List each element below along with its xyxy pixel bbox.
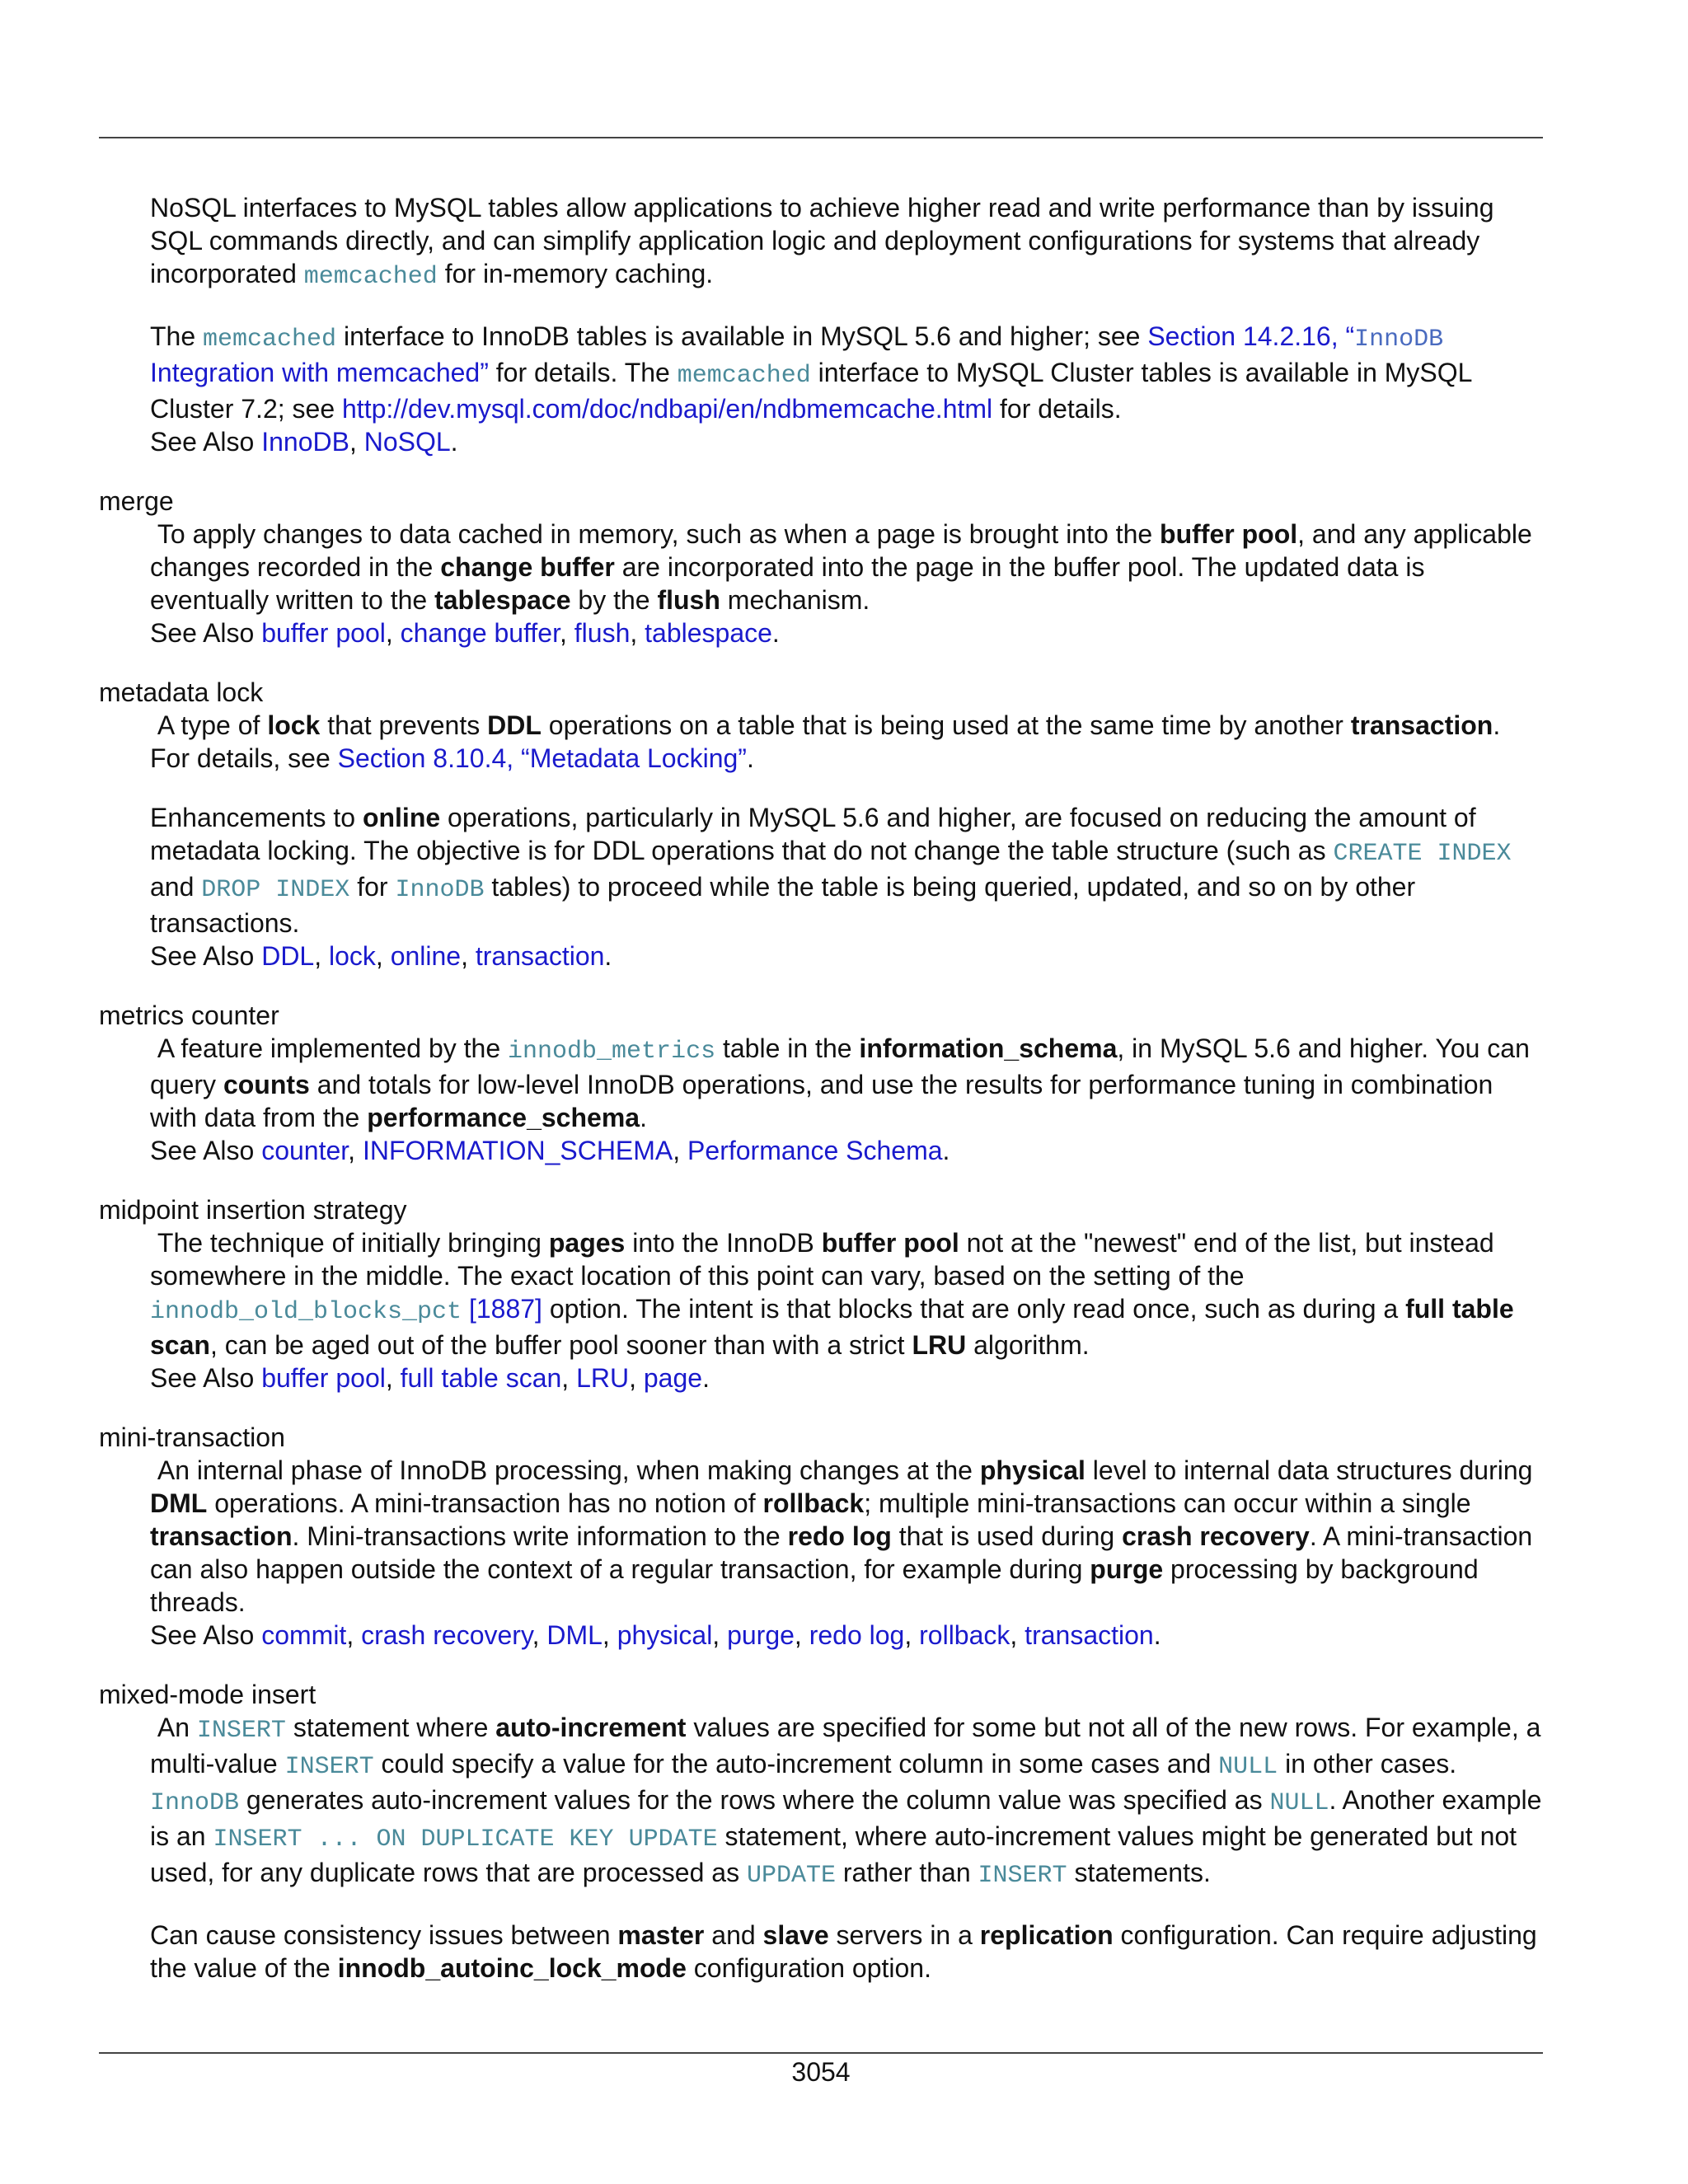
section-link-metadata-locking[interactable]: Section 8.10.4, “Metadata Locking” bbox=[337, 743, 747, 773]
see-also: See Also commit, crash recovery, DML, physical, purge, redo log, rollback, transaction. bbox=[150, 1620, 1161, 1650]
page-number: 3054 bbox=[791, 2057, 851, 2087]
see-also: See Also counter, INFORMATION_SCHEMA, Performance Schema. bbox=[150, 1136, 950, 1165]
glossary-entry-metadata-lock bbox=[99, 676, 1543, 972]
definition-paragraph: A type of lock that prevents DDL operations on a table that is being used at the same time by another transaction. For details, see Section 8.10.4, “Metadata Locking”. bbox=[150, 710, 1501, 773]
code-memcached: memcached bbox=[677, 362, 811, 390]
code-insert-on-duplicate: INSERT ... ON DUPLICATE KEY UPDATE bbox=[213, 1825, 718, 1854]
see-also-link[interactable]: buffer pool bbox=[261, 1363, 386, 1393]
page-ref-link[interactable]: [1887] bbox=[468, 1294, 542, 1324]
definition bbox=[150, 1454, 1543, 1652]
see-also-link[interactable]: DML bbox=[546, 1620, 603, 1650]
definition-paragraph: The technique of initially bringing pages into the InnoDB buffer pool not at the "newest" end of the list, but instead somewhere in the middle. The exact location of this point can vary, based on the setting of the innodb_old_blocks_pct [1887] option. The intent is that blocks that are only read once, such as during a full table scan, can be aged out of the buffer pool sooner than with a strict LRU algorithm. bbox=[150, 1228, 1514, 1360]
term-merge: merge bbox=[99, 486, 174, 516]
see-also: See Also InnoDB, NoSQL. bbox=[150, 427, 458, 457]
intro-paragraph-2 bbox=[150, 320, 1543, 425]
code-innodb-metrics: innodb_metrics bbox=[508, 1038, 716, 1066]
see-also-link[interactable]: Performance Schema bbox=[687, 1136, 943, 1165]
definition-paragraph: An internal phase of InnoDB processing, when making changes at the physical level to internal data structures during DML operations. A mini-transaction has no notion of rollback; multiple mini-transactions can occur within a single transaction. Mini-transactions write information to the redo log that is used during crash recovery. A mini-transaction can also happen outside the context of a regular transaction, for example during purge processing by background threads. bbox=[150, 1455, 1533, 1617]
code-innodb: InnoDB bbox=[150, 1789, 240, 1817]
see-also: See Also buffer pool, full table scan, LRU, page. bbox=[150, 1363, 710, 1393]
see-also-link[interactable]: full table scan bbox=[400, 1363, 562, 1393]
code-insert: INSERT bbox=[978, 1862, 1067, 1890]
glossary-entry-midpoint-insertion-strategy bbox=[99, 1193, 1543, 1394]
definition-paragraph: Can cause consistency issues between master and slave servers in a replication configuration. Can require adjusting the value of the innodb_autoinc_lock_mode configuration option. bbox=[150, 1920, 1537, 1983]
text: NoSQL interfaces to MySQL tables allow applications to achieve higher read and write performance than by issuing SQL commands directly, and can simplify application logic and deployment configurations for systems that already incorporated bbox=[150, 193, 1494, 288]
term-mini-transaction: mini-transaction bbox=[99, 1422, 285, 1452]
see-also-link[interactable]: LRU bbox=[576, 1363, 630, 1393]
see-also-link[interactable]: physical bbox=[617, 1620, 713, 1650]
see-also-link[interactable]: crash recovery bbox=[361, 1620, 532, 1650]
code-update: UPDATE bbox=[746, 1862, 836, 1890]
definition-paragraph: To apply changes to data cached in memory, such as when a page is brought into the buffer pool, and any applicable changes recorded in the change buffer are incorporated into the page in the buffer pool. The updated data is eventually written to the tablespace by the flush mechanism. bbox=[150, 519, 1532, 615]
intro-paragraph-1 bbox=[150, 191, 1543, 293]
code-null: NULL bbox=[1218, 1753, 1278, 1781]
code-create-index: CREATE INDEX bbox=[1333, 840, 1512, 868]
term-metrics-counter: metrics counter bbox=[99, 1001, 279, 1030]
term-midpoint-insertion-strategy: midpoint insertion strategy bbox=[99, 1195, 407, 1225]
definition-paragraph: Enhancements to online operations, particularly in MySQL 5.6 and higher, are focused on reducing the amount of metadata locking. The objective is for DDL operations that do not change the table structure (such as CREATE INDEX and DROP INDEX for InnoDB tables) to proceed while the table is being queried, updated, and so on by other transactions. bbox=[150, 803, 1512, 938]
glossary-entry-mini-transaction bbox=[99, 1421, 1543, 1652]
see-also-link[interactable]: purge bbox=[727, 1620, 795, 1650]
see-also-link[interactable]: rollback bbox=[919, 1620, 1010, 1650]
glossary-entry-mixed-mode-insert bbox=[99, 1678, 1543, 1985]
section-link-innodb-memcached[interactable]: Section 14.2.16, “InnoDB Integration with memcached” bbox=[150, 321, 1444, 387]
see-also-link[interactable]: online bbox=[390, 941, 462, 971]
definition bbox=[150, 1032, 1543, 1167]
text: for in-memory caching. bbox=[437, 259, 714, 288]
glossary-content bbox=[99, 191, 1543, 1985]
text: interface to MySQL Cluster tables is available in MySQL Cluster 7.2; see bbox=[150, 358, 1472, 424]
see-also-link[interactable]: commit bbox=[261, 1620, 347, 1650]
see-also-link[interactable]: transaction bbox=[1025, 1620, 1154, 1650]
text: The bbox=[150, 321, 204, 351]
code-drop-index: DROP INDEX bbox=[201, 876, 350, 904]
see-also-link[interactable]: transaction bbox=[475, 941, 605, 971]
see-also: See Also DDL, lock, online, transaction. bbox=[150, 941, 612, 971]
code-innodb: InnoDB bbox=[395, 876, 485, 904]
code-null: NULL bbox=[1269, 1789, 1329, 1817]
text: interface to InnoDB tables is available in MySQL 5.6 and higher; see bbox=[336, 321, 1148, 351]
url-link-ndbmemcache[interactable]: http://dev.mysql.com/doc/ndbapi/en/ndbmemcache.html bbox=[342, 394, 993, 424]
see-also-link[interactable]: flush bbox=[574, 618, 631, 648]
glossary-entry-merge bbox=[99, 485, 1543, 649]
definition bbox=[150, 709, 1543, 972]
footer-rule bbox=[99, 2052, 1543, 2054]
intro-definition bbox=[150, 191, 1543, 458]
see-also-link[interactable]: counter bbox=[261, 1136, 349, 1165]
term-metadata-lock: metadata lock bbox=[99, 677, 264, 707]
code-memcached: memcached bbox=[203, 326, 337, 354]
see-also-link[interactable]: InnoDB bbox=[261, 427, 349, 457]
see-also-link[interactable]: buffer pool bbox=[261, 618, 386, 648]
glossary-entry-metrics-counter bbox=[99, 999, 1543, 1167]
code-memcached: memcached bbox=[303, 263, 438, 291]
definition bbox=[150, 1226, 1543, 1394]
header-rule bbox=[99, 137, 1543, 138]
see-also-link[interactable]: redo log bbox=[809, 1620, 905, 1650]
see-also-link[interactable]: DDL bbox=[261, 941, 315, 971]
see-also-link[interactable]: tablespace bbox=[645, 618, 772, 648]
definition bbox=[150, 1711, 1543, 1985]
code-insert: INSERT bbox=[284, 1753, 374, 1781]
see-also-link[interactable]: change buffer bbox=[400, 618, 560, 648]
see-also-link[interactable]: NoSQL bbox=[363, 427, 451, 457]
see-also-link[interactable]: lock bbox=[329, 941, 376, 971]
code-insert: INSERT bbox=[196, 1717, 286, 1745]
definition bbox=[150, 518, 1543, 649]
term-mixed-mode-insert: mixed-mode insert bbox=[99, 1680, 316, 1709]
see-also: See Also buffer pool, change buffer, flush, tablespace. bbox=[150, 618, 780, 648]
text: for details. The bbox=[488, 358, 678, 387]
definition-paragraph: An INSERT statement where auto-increment values are specified for some but not all of the new rows. For example, a multi-value INSERT could specify a value for the auto-increment column in some cases and NULL in other cases. InnoDB generates auto-increment values for the rows where the column value was specified as NULL. Another example is an INSERT ... ON DUPLICATE KEY UPDATE statement, where auto-increment values might be generated but not used, for any duplicate rows that are processed as UPDATE rather than INSERT statements. bbox=[150, 1713, 1542, 1890]
code-innodb-old-blocks-pct: innodb_old_blocks_pct bbox=[150, 1298, 462, 1326]
see-also-link[interactable]: INFORMATION_SCHEMA bbox=[362, 1136, 673, 1165]
definition-paragraph: A feature implemented by the innodb_metrics table in the information_schema, in MySQL 5.6 and higher. You can query counts and totals for low-level InnoDB operations, and use the results for performance tuning in combination with data from the performance_schema. bbox=[150, 1033, 1530, 1132]
text: for details. bbox=[992, 394, 1122, 424]
see-also-link[interactable]: page bbox=[643, 1363, 703, 1393]
